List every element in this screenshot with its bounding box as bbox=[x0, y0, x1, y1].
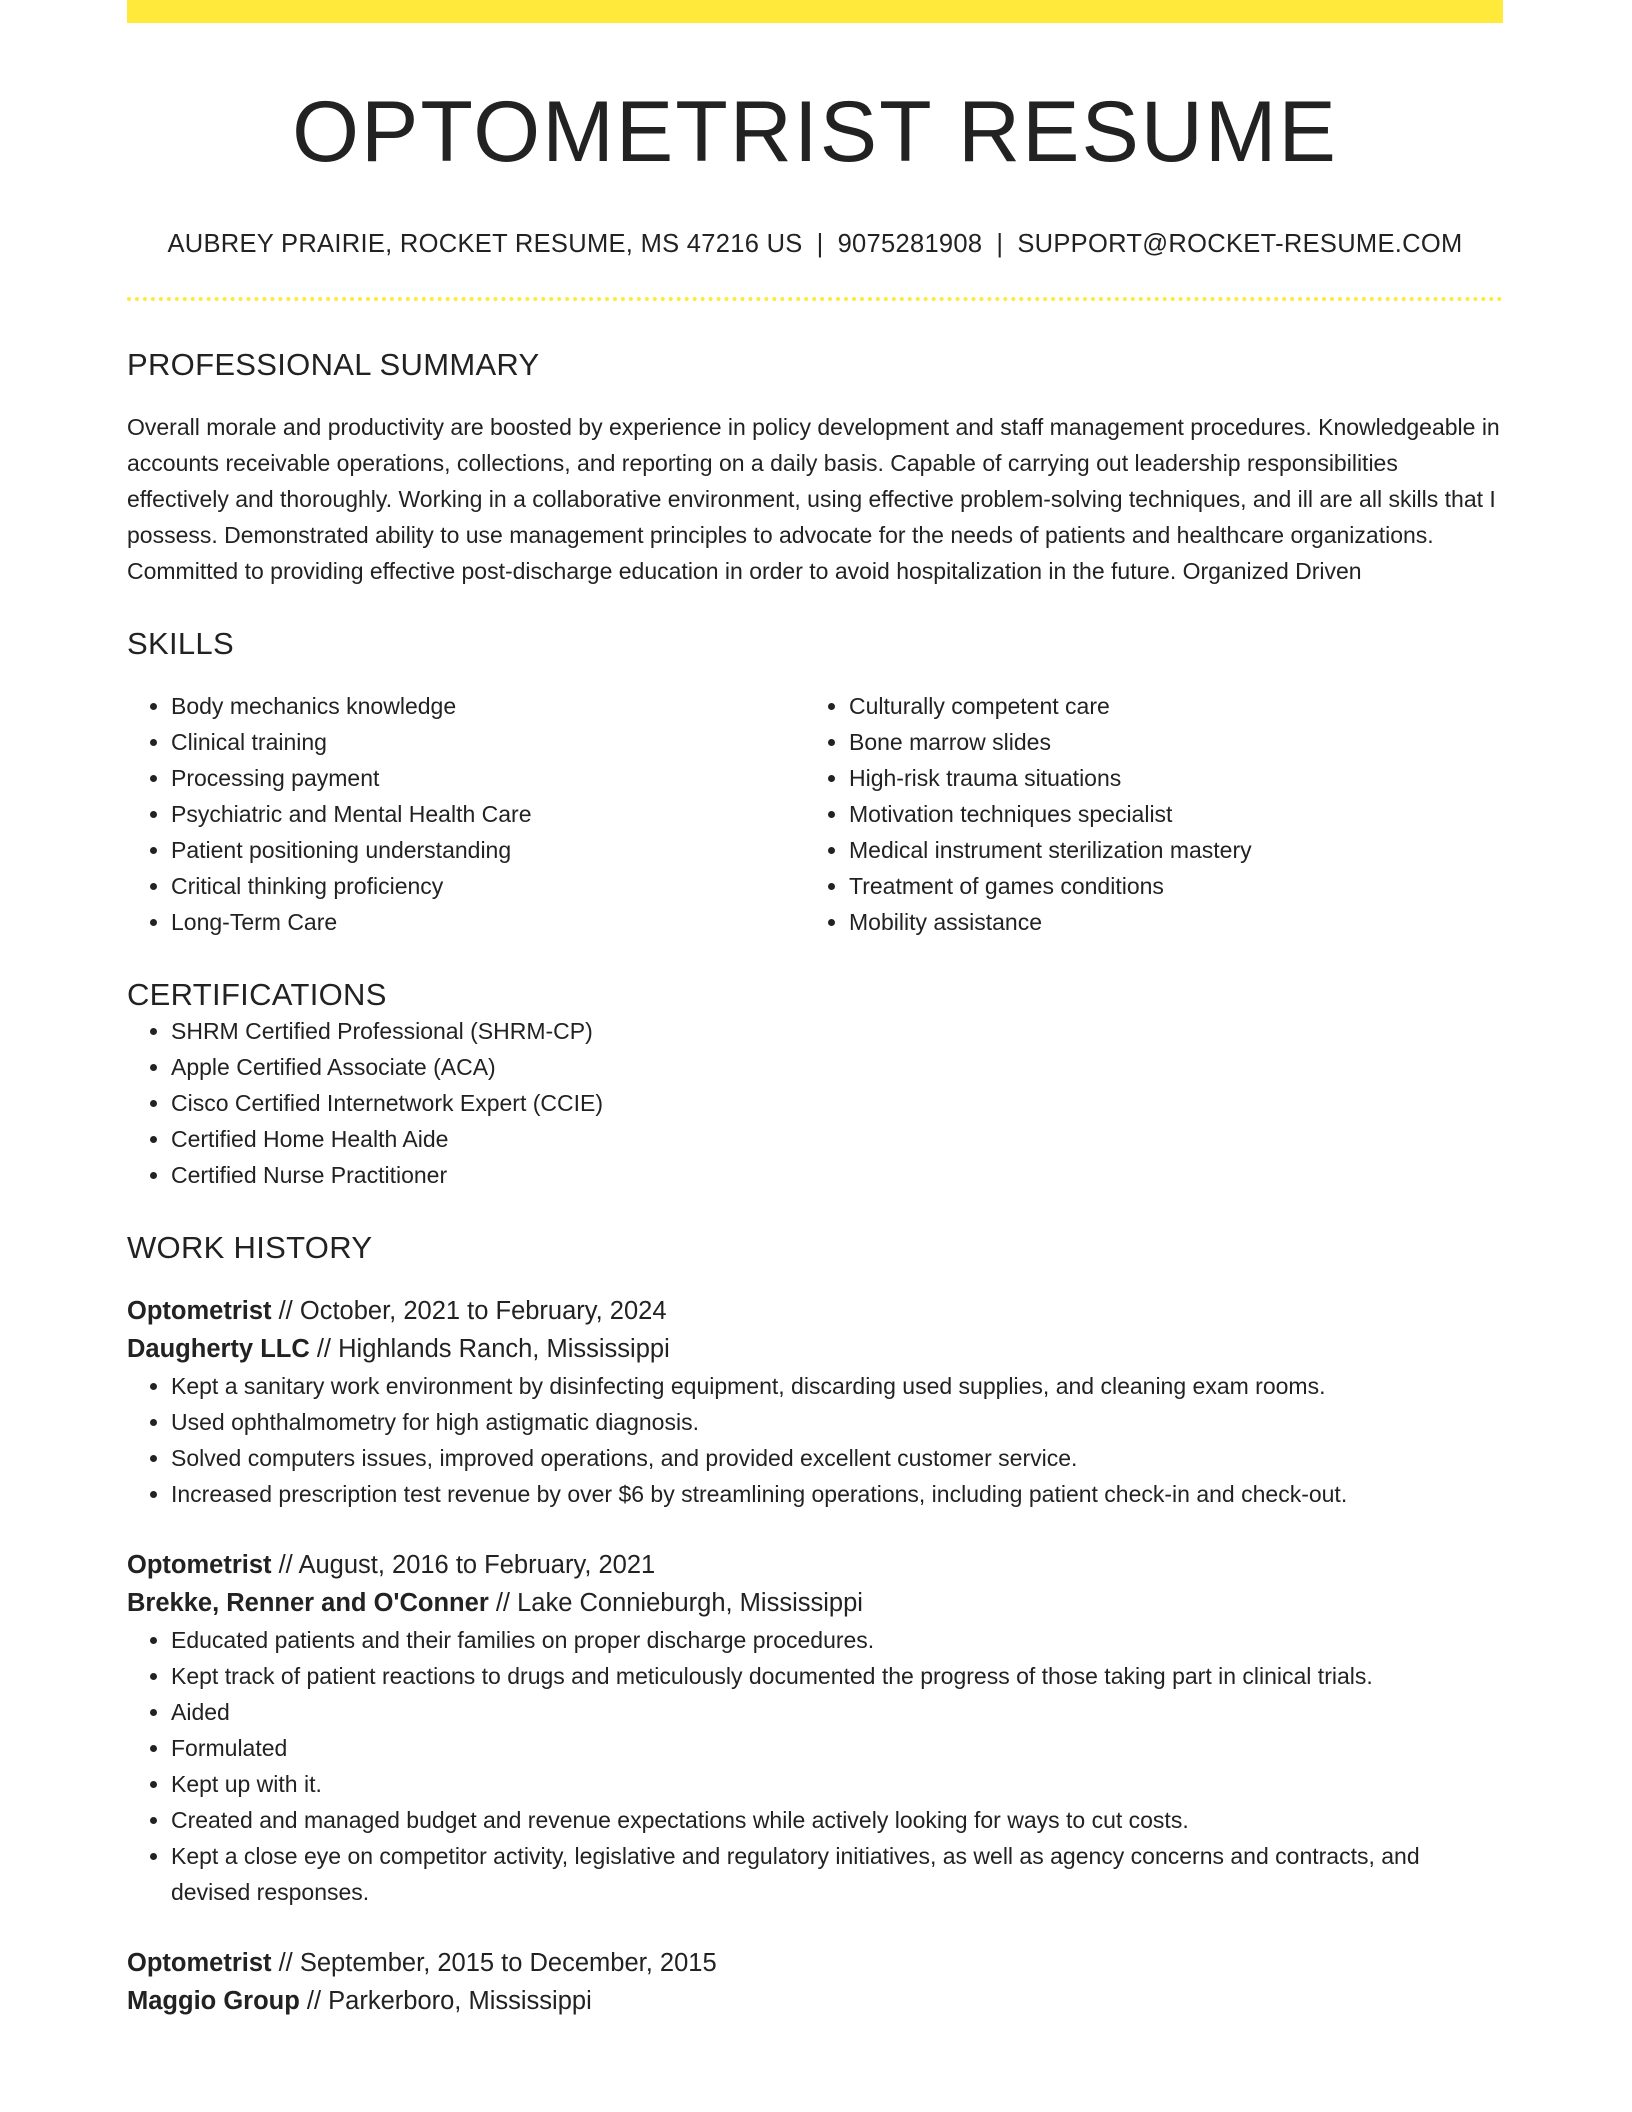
job-bullet: • Kept a close eye on competitor activity, legislative and regulatory initiatives, as well as agency concerns and contracts, and devised responses. bbox=[171, 1838, 1503, 1910]
contact-line bbox=[127, 230, 1503, 259]
job-title-line bbox=[127, 1292, 1503, 1330]
job-bullet: • Educated patients and their families on proper discharge procedures. bbox=[171, 1622, 1503, 1658]
skills-grid bbox=[127, 688, 1503, 940]
job-company: Daugherty LLC bbox=[127, 1334, 310, 1363]
job-separator: // bbox=[488, 1588, 518, 1617]
job-title: Optometrist bbox=[127, 1948, 272, 1977]
job-company-line bbox=[127, 1584, 1503, 1622]
job-title-line bbox=[127, 1546, 1503, 1584]
job-company-line bbox=[127, 1330, 1503, 1368]
skills-column-right bbox=[805, 688, 1483, 940]
work-history-list bbox=[127, 1292, 1503, 2020]
job-entry bbox=[127, 1944, 1503, 2020]
skill-item: • Motivation techniques specialist bbox=[849, 796, 1483, 832]
job-entry bbox=[127, 1292, 1503, 1512]
certification-item: • Certified Home Health Aide bbox=[171, 1121, 1503, 1157]
job-company: Maggio Group bbox=[127, 1986, 300, 2015]
skill-item: • Patient positioning understanding bbox=[171, 832, 805, 868]
job-bullets bbox=[127, 1622, 1503, 1910]
job-separator: // bbox=[309, 1334, 339, 1363]
certifications-list bbox=[127, 1013, 1503, 1193]
job-bullets bbox=[127, 1368, 1503, 1512]
skill-item: • Psychiatric and Mental Health Care bbox=[171, 796, 805, 832]
skill-item: • Mobility assistance bbox=[849, 904, 1483, 940]
skill-item: • Processing payment bbox=[171, 760, 805, 796]
job-bullet: • Kept a sanitary work environment by disinfecting equipment, discarding used supplies, and cleaning exam rooms. bbox=[171, 1368, 1503, 1404]
contact-address: AUBREY PRAIRIE, ROCKET RESUME, MS 47216 US bbox=[167, 229, 803, 258]
job-bullet: • Increased prescription test revenue by over $6 by streamlining operations, including patient check-in and check-out. bbox=[171, 1476, 1503, 1512]
job-dates: October, 2021 to February, 2024 bbox=[299, 1296, 667, 1325]
job-title: Optometrist bbox=[127, 1296, 272, 1325]
skill-item: • Culturally competent care bbox=[849, 688, 1483, 724]
skills-column-left bbox=[127, 688, 805, 940]
job-location: Parkerboro, Mississippi bbox=[328, 1986, 592, 2015]
job-bullet: • Used ophthalmometry for high astigmatic diagnosis. bbox=[171, 1404, 1503, 1440]
job-company: Brekke, Renner and O'Conner bbox=[127, 1588, 489, 1617]
skill-item: • Medical instrument sterilization mastery bbox=[849, 832, 1483, 868]
certifications-heading: CERTIFICATIONS bbox=[127, 976, 387, 1012]
contact-separator: | bbox=[996, 229, 1004, 258]
skills-heading: SKILLS bbox=[127, 625, 234, 661]
skills-list-left bbox=[127, 688, 805, 940]
summary-heading: PROFESSIONAL SUMMARY bbox=[127, 346, 540, 382]
skill-item: • Treatment of games conditions bbox=[849, 868, 1483, 904]
job-bullet: • Aided bbox=[171, 1694, 1503, 1730]
job-company-line bbox=[127, 1982, 1503, 2020]
header-divider bbox=[127, 297, 1503, 301]
skills-list-right bbox=[805, 688, 1483, 940]
job-bullet: • Kept track of patient reactions to drugs and meticulously documented the progress of those taking part in clinical trials. bbox=[171, 1658, 1503, 1694]
job-title: Optometrist bbox=[127, 1550, 272, 1579]
skill-item: • Critical thinking proficiency bbox=[171, 868, 805, 904]
job-bullet: • Solved computers issues, improved operations, and provided excellent customer service. bbox=[171, 1440, 1503, 1476]
certification-item: • Apple Certified Associate (ACA) bbox=[171, 1049, 1503, 1085]
work-history-heading: WORK HISTORY bbox=[127, 1229, 373, 1265]
contact-phone: 9075281908 bbox=[837, 229, 983, 258]
skill-item: • Bone marrow slides bbox=[849, 724, 1483, 760]
accent-bar bbox=[127, 0, 1503, 23]
contact-email: SUPPORT@ROCKET-RESUME.COM bbox=[1017, 229, 1463, 258]
job-bullet: • Created and managed budget and revenue expectations while actively looking for ways to cut costs. bbox=[171, 1802, 1503, 1838]
skill-item: • Long-Term Care bbox=[171, 904, 805, 940]
job-separator: // bbox=[271, 1550, 299, 1579]
job-separator: // bbox=[271, 1948, 300, 1977]
summary-text: Overall morale and productivity are boosted by experience in policy development and staff management procedures. Knowledgeable in accounts receivable operations, collections, and reporting on a daily basis. Capable of carrying out leadership responsibilities effectively and thoroughly. Working in a collaborative environment, using effective problem-solving techniques, and ill are all skills that I possess. Demonstrated ability to use management principles to advocate for the needs of patients and healthcare organizations. Committed to providing effective post-discharge education in order to avoid hospitalization in the future. Organized Driven bbox=[127, 413, 1500, 584]
certification-item: • Certified Nurse Practitioner bbox=[171, 1157, 1503, 1193]
certification-item: • SHRM Certified Professional (SHRM-CP) bbox=[171, 1013, 1503, 1049]
certification-item: • Cisco Certified Internetwork Expert (CCIE) bbox=[171, 1085, 1503, 1121]
job-entry bbox=[127, 1546, 1503, 1910]
resume-page bbox=[127, 0, 1503, 2020]
job-bullet: • Kept up with it. bbox=[171, 1766, 1503, 1802]
job-bullet: • Formulated bbox=[171, 1730, 1503, 1766]
job-dates: August, 2016 to February, 2021 bbox=[298, 1550, 656, 1579]
skill-item: • High-risk trauma situations bbox=[849, 760, 1483, 796]
job-title-line bbox=[127, 1944, 1503, 1982]
resume-title: OPTOMETRIST RESUME bbox=[292, 84, 1338, 180]
job-location: Lake Connieburgh, Mississippi bbox=[517, 1588, 863, 1617]
skill-item: • Body mechanics knowledge bbox=[171, 688, 805, 724]
job-dates: September, 2015 to December, 2015 bbox=[299, 1948, 717, 1977]
contact-separator: | bbox=[816, 229, 824, 258]
job-separator: // bbox=[299, 1986, 329, 2015]
job-location: Highlands Ranch, Mississippi bbox=[338, 1334, 670, 1363]
job-separator: // bbox=[271, 1296, 300, 1325]
skill-item: • Clinical training bbox=[171, 724, 805, 760]
